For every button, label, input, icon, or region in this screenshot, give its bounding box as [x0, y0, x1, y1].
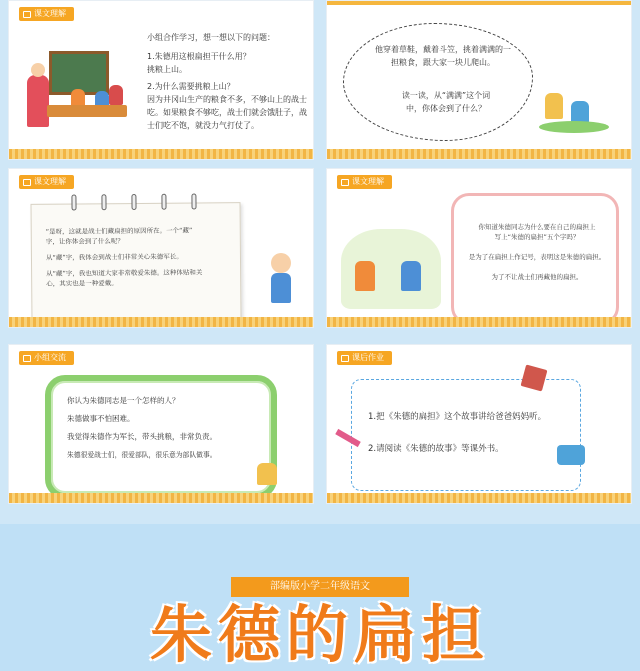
scroll-text [464, 222, 610, 282]
text-line: 1.把《朱德的扁担》这个故事讲给爸爸妈妈听。 [368, 412, 547, 422]
dashed-frame [351, 379, 581, 491]
slide-6-tag: 课后作业 [337, 351, 392, 365]
slide-5-tag: 小组交流 [19, 351, 74, 365]
grade-banner: 部编版小学二年级语文 [231, 577, 409, 597]
boy-illustration [271, 273, 291, 303]
slide-3-tag: 课文理解 [19, 175, 74, 189]
wheat-border [327, 149, 631, 159]
book-icon [341, 179, 349, 186]
slide-6-thumbnail[interactable] [326, 344, 632, 504]
binder-ring [71, 195, 76, 211]
slide-1-text [147, 31, 309, 132]
desk-illustration [47, 105, 127, 117]
top-border [327, 1, 631, 5]
book-icon [23, 355, 31, 362]
wheat-border [327, 317, 631, 327]
grass-mound [539, 121, 609, 133]
text-line: 士们吃不饱，就没力气打仗了。 [147, 121, 259, 130]
slide-1-thumbnail[interactable] [8, 0, 314, 160]
wheat-border [327, 493, 631, 503]
binder-ring [131, 194, 136, 210]
frame-text [67, 395, 263, 461]
text-line: 从“藏”字，我也知道大家非常敬爱朱德。这种体贴和关 [46, 268, 203, 278]
text-line: 心，其实也是一种爱戴。 [46, 279, 118, 288]
slide-2-quote [363, 43, 523, 69]
notepad-text [46, 225, 237, 289]
frame-text [368, 410, 578, 456]
binder-ring [101, 194, 106, 210]
scroll-frame [451, 193, 619, 325]
text-line: 吃。如果粮食不够吃，战士们就会饿肚子，战 [147, 108, 307, 117]
child-illustration [401, 261, 421, 291]
text-line: 2.请阅读《朱德的故事》等课外书。 [368, 444, 504, 454]
text-line: 写上“朱德的扁担”五个字吗？ [494, 233, 580, 241]
slide-5-thumbnail[interactable] [8, 344, 314, 504]
text-line: 因为井冈山生产的粮食不多，不够山上的战士 [147, 95, 307, 104]
book-icon [23, 11, 31, 18]
child-illustration [257, 463, 277, 485]
slide-4-thumbnail[interactable] [326, 168, 632, 328]
text-line: 读一读，从“满满”这个词 [401, 91, 491, 100]
text-line: 小组合作学习，想一想以下的问题： [147, 33, 275, 42]
child-illustration [545, 93, 563, 119]
vine-frame [45, 375, 277, 499]
text-line: 中，你体会到了什么？ [406, 104, 486, 113]
text-line: 1.朱德用这根扁担干什么用？ [147, 52, 251, 61]
boy-head [271, 253, 291, 273]
slide-1-tag: 课文理解 [19, 7, 74, 21]
child-illustration [571, 101, 589, 123]
text-line: 字，让你体会到了什么呢？ [45, 237, 124, 246]
slide-4-tag: 课文理解 [337, 175, 392, 189]
abc-block-decoration [557, 445, 585, 465]
text-line: 为了不让战士们再藏他的扁担。 [491, 273, 583, 281]
child-illustration [355, 261, 375, 291]
lesson-title: 朱德的扁担 [149, 598, 490, 671]
thought-cloud [343, 23, 533, 141]
slide-2-question [371, 89, 521, 115]
text-line: 从“藏”字，我体会到战士们非常关心朱德军长。 [45, 252, 183, 262]
text-line: 你知道朱德同志为什么要在自己的扁担上 [478, 223, 596, 231]
text-line: 担粮食，跟大家一块儿爬山。 [391, 58, 495, 67]
slide-3-thumbnail[interactable] [8, 168, 314, 328]
teacher-head [31, 63, 45, 77]
text-line: 挑粮上山。 [147, 65, 187, 74]
text-line: 2.为什么需要挑粮上山？ [147, 82, 235, 91]
wheat-border [9, 493, 313, 503]
notepad [30, 202, 241, 320]
text-line: 他穿着草鞋，戴着斗笠，挑着满满的一 [375, 45, 511, 54]
binder-ring [161, 194, 166, 210]
slide-2-thumbnail[interactable] [326, 0, 632, 160]
student-illustration [109, 85, 123, 105]
text-line: 是为了在扁担上作记号，表明这是朱德的扁担。 [468, 253, 606, 261]
book-icon [23, 179, 31, 186]
book-icon [341, 355, 349, 362]
text-line: “是呀，这就是战士们藏扁担的原因所在。一个“藏” [45, 226, 193, 236]
text-line: 朱德做事不怕困难。 [67, 414, 135, 423]
teacher-illustration [27, 75, 49, 127]
text-line: 你认为朱德同志是一个怎样的人？ [67, 396, 180, 405]
text-line: 朱德很爱战士们，很爱部队，很乐意为部队做事。 [67, 451, 217, 459]
wheat-border [9, 317, 313, 327]
wheat-border [9, 149, 313, 159]
text-line: 我觉得朱德作为军长，带头挑粮，非常负责。 [67, 432, 217, 441]
binder-ring [191, 193, 196, 209]
